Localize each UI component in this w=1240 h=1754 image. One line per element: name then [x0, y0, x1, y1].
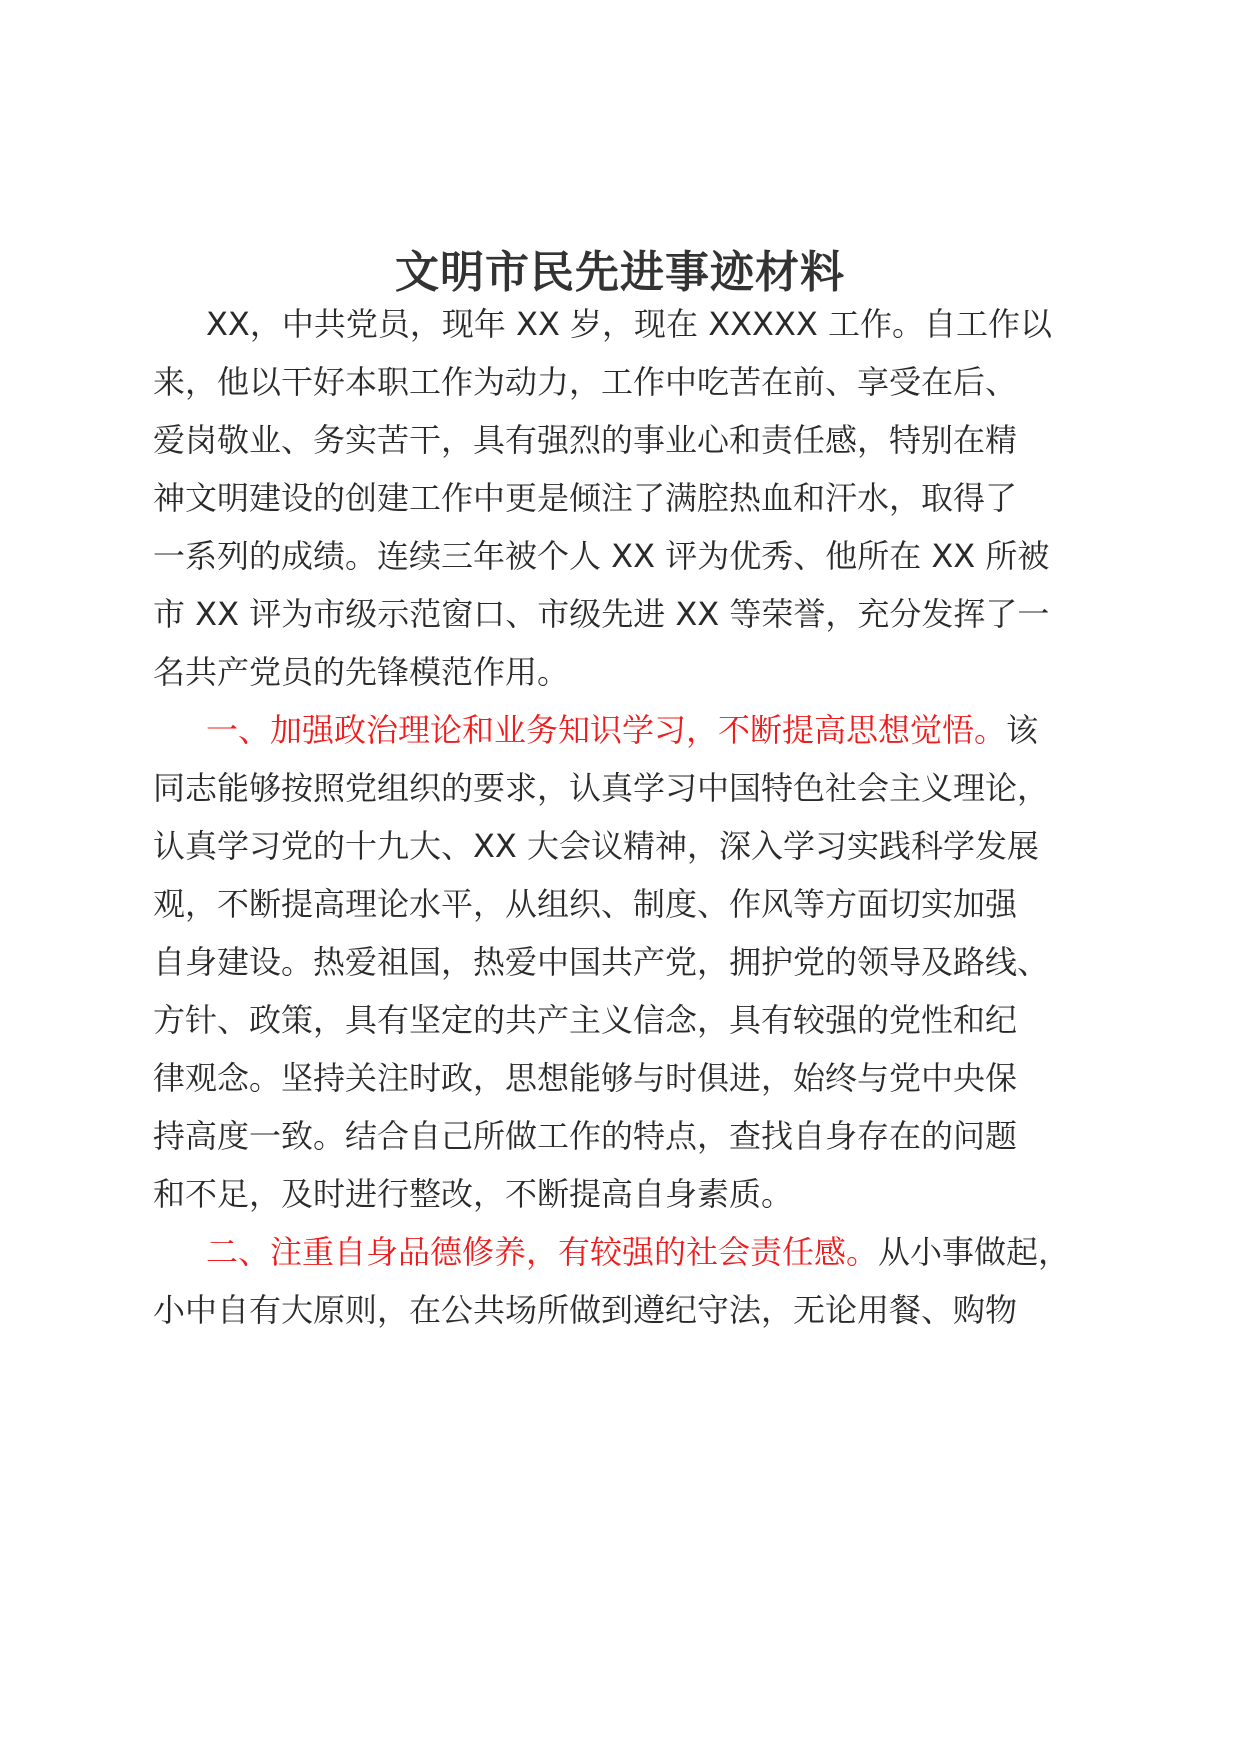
- paragraph-line: 来，他以干好本职工作为动力，工作中吃苦在前、享受在后、: [153, 363, 1018, 401]
- paragraph-line: 小中自有大原则，在公共场所做到遵纪守法，无论用餐、购物: [153, 1291, 1018, 1329]
- paragraph-line: 同志能够按照党组织的要求，认真学习中国特色社会主义理论，: [153, 769, 1050, 807]
- section-1-heading: 一、加强政治理论和业务知识学习，不断提高思想觉悟。: [206, 711, 1007, 749]
- paragraph-line: 律观念。坚持关注时政，思想能够与时俱进，始终与党中央保: [153, 1059, 1018, 1097]
- paragraph-line: 市 XX 评为市级示范窗口、市级先进 XX 等荣誉，充分发挥了一: [153, 595, 1050, 633]
- paragraph-line: 观，不断提高理论水平，从组织、制度、作风等方面切实加强: [153, 885, 1018, 923]
- paragraph-line: XX，中共党员，现年 XX 岁，现在 XXXXX 工作。自工作以: [206, 305, 1052, 343]
- paragraph-line: 和不足，及时进行整改，不断提高自身素质。: [153, 1175, 794, 1213]
- section-1-first-line: [206, 708, 1038, 752]
- section-2-first-line: [206, 1230, 1070, 1274]
- section-2-first-line-rest: 从小事做起，: [878, 1233, 1071, 1271]
- paragraph-line: 神文明建设的创建工作中更是倾注了满腔热血和汗水，取得了: [153, 479, 1018, 517]
- paragraph-line: 一系列的成绩。连续三年被个人 XX 评为优秀、他所在 XX 所被: [153, 537, 1050, 575]
- section-1-first-line-rest: 该: [1006, 711, 1039, 749]
- paragraph-line: 方针、政策，具有坚定的共产主义信念，具有较强的党性和纪: [153, 1001, 1018, 1039]
- section-2-heading: 二、注重自身品德修养，有较强的社会责任感。: [206, 1233, 879, 1271]
- paragraph-line: 名共产党员的先锋模范作用。: [153, 653, 570, 691]
- document-title: 文明市民先进事迹材料: [395, 247, 845, 298]
- paragraph-line: 自身建设。热爱祖国，热爱中国共产党，拥护党的领导及路线、: [153, 943, 1050, 981]
- paragraph-line: 认真学习党的十九大、XX 大会议精神，深入学习实践科学发展: [153, 827, 1040, 865]
- paragraph-line: 持高度一致。结合自己所做工作的特点，查找自身存在的问题: [153, 1117, 1018, 1155]
- paragraph-line: 爱岗敬业、务实苦干，具有强烈的事业心和责任感，特别在精: [153, 421, 1018, 459]
